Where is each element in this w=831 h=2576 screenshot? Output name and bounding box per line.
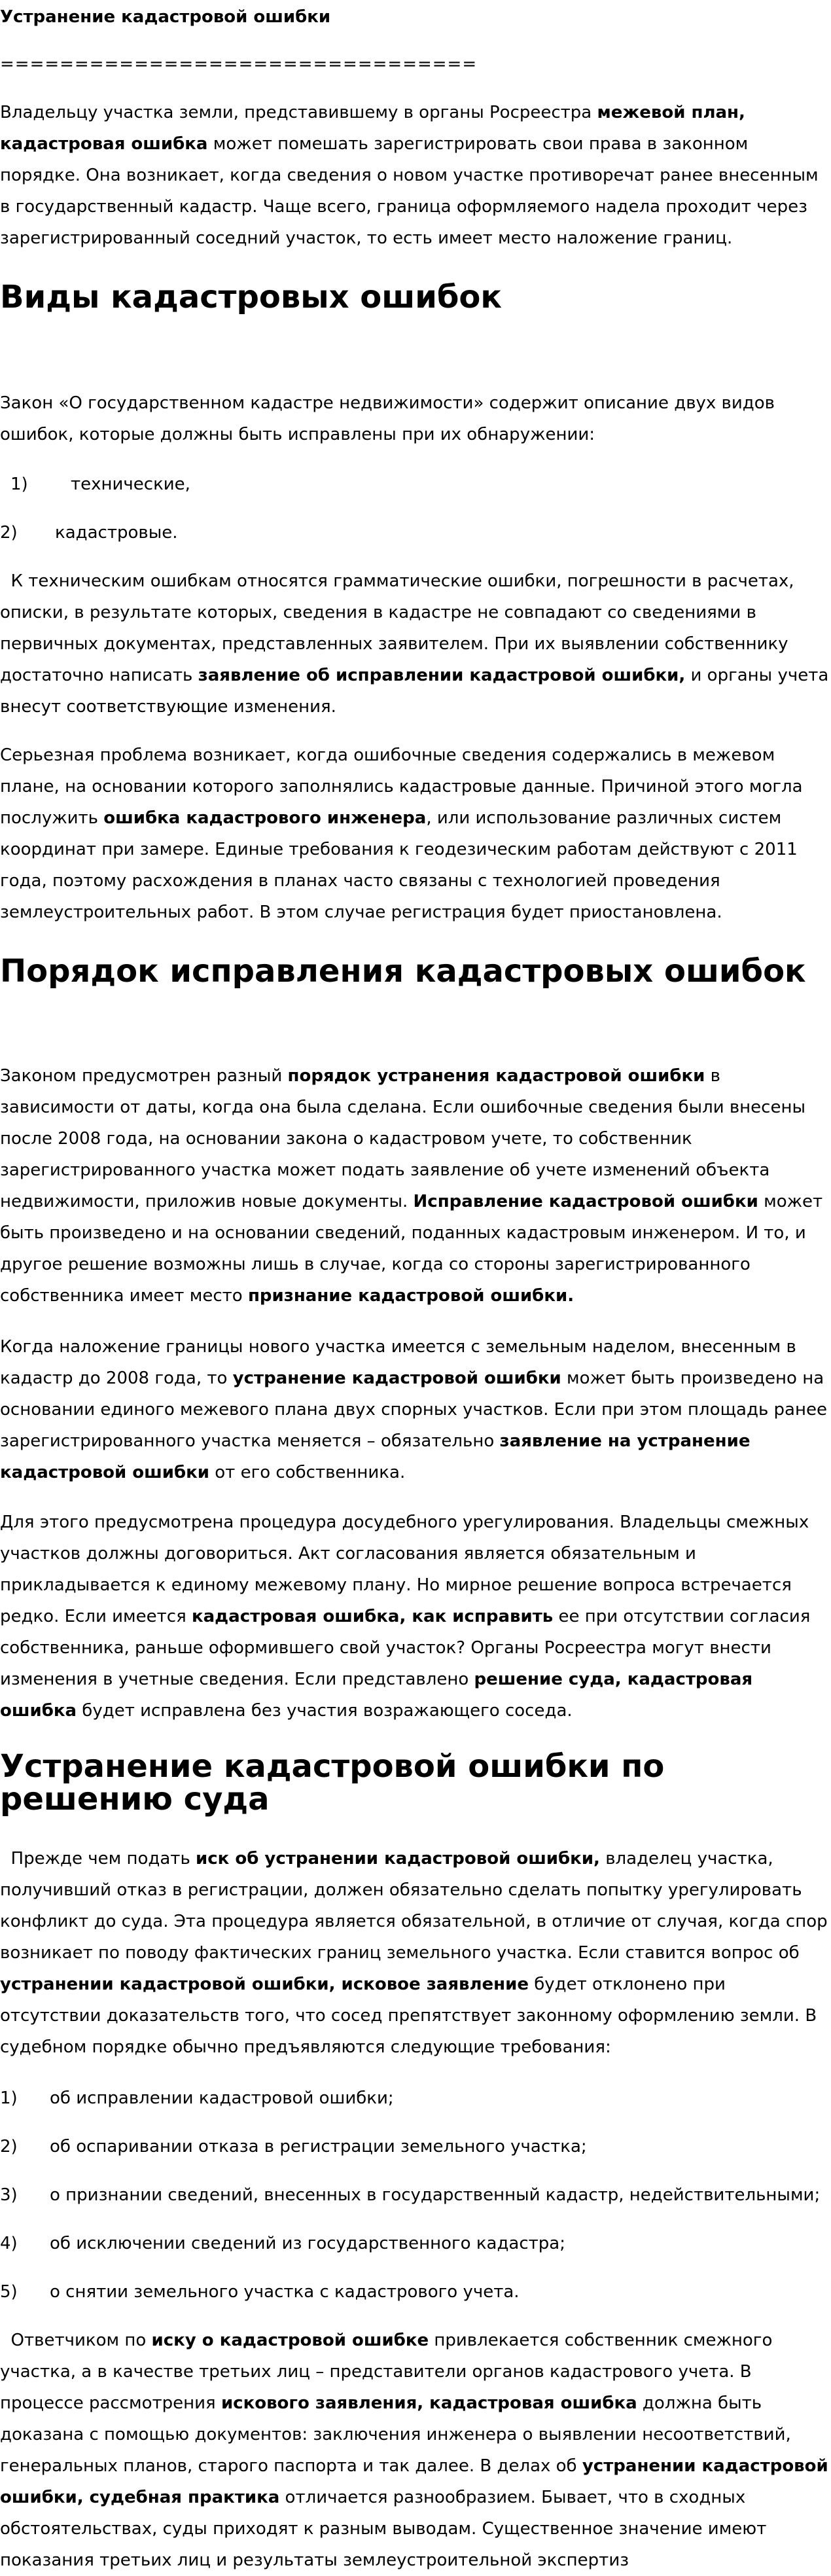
text-line: собственника имеет место признание кадастровой ошибки.	[0, 1286, 575, 1306]
text-line: Для этого предусмотрена процедура досудебного урегулирования. Владельцы смежных	[0, 1512, 809, 1532]
text-line: недвижимости, приложив новые документы. Исправление кадастровой ошибки может	[0, 1192, 823, 1211]
text-line: зарегистрированного участка может подать заявление об учете изменений объекта	[0, 1160, 770, 1180]
text-line: землеустроительных работ. В этом случае регистрация будет приостановлена.	[0, 903, 722, 922]
text-line: прикладывается к единому межевому плану. Но мирное решение вопроса встречается	[0, 1575, 792, 1595]
paragraph	[0, 387, 831, 450]
text-line: быть произведено и на основании сведений, поданных кадастровым инженером. И то, и	[0, 1223, 806, 1243]
list-item: 1) технические,	[10, 474, 190, 494]
section-heading: Порядок исправления кадастровых ошибок	[0, 953, 806, 990]
text-line: судебном порядке обычно предъявляются следующие требования:	[0, 2037, 611, 2057]
text-line: К техническим ошибкам относятся грамматические ошибки, погрешности в расчетах,	[0, 571, 794, 591]
text-line: доказана с помощью документов: заключения инженера о выявлении несоответствий,	[0, 2425, 791, 2444]
text-line: порядке. Она возникает, когда сведения о новом участке противоречат ранее внесенным	[0, 166, 819, 185]
text-line: координат при замере. Единые требования к геодезическим работам действуют с 2011	[0, 840, 798, 859]
text-line: зависимости от даты, когда она была сделана. Если ошибочные сведения были внесены	[0, 1098, 805, 1117]
list-item: 1) об исправлении кадастровой ошибки;	[0, 2088, 394, 2108]
text-line: Серьезная проблема возникает, когда ошибочные сведения содержались в межевом	[0, 745, 775, 765]
list-item: 4) об исключении сведений из государственного кадастра;	[0, 2234, 565, 2253]
text-line: устранении кадастровой ошибки, исковое заявление будет отклонено при	[0, 1975, 726, 1994]
text-line: внесут соответствующие изменения.	[0, 697, 336, 717]
text-line: основании единого межевого плана двух спорных участков. Если при этом площадь ранее	[0, 1400, 827, 1420]
text-line: генеральных планов, старого паспорта и так далее. В делах об устранении кадастровой	[0, 2456, 828, 2476]
list-item: 2) кадастровые.	[0, 523, 178, 543]
text-line: показания третьих лиц и результаты землеустроительной экспертиз	[0, 2550, 629, 2570]
list-item: 5) о снятии земельного участка с кадастрового учета.	[0, 2282, 520, 2302]
text-line: в государственный кадастр. Чаще всего, граница оформляемого надела проходит через	[0, 197, 807, 217]
paragraph	[0, 1507, 831, 1726]
text-line: года, поэтому расхождения в планах часто связаны с технологией проведения	[0, 871, 720, 891]
text-line: получивший отказ в регистрации, должен обязательно сделать попытку урегулировать	[0, 1880, 802, 1900]
text-line: редко. Если имеется кадастровая ошибка, как исправить ее при отсутствии согласия	[0, 1607, 811, 1626]
list-item: 2) об оспаривании отказа в регистрации земельного участка;	[0, 2137, 587, 2156]
text-line: Законом предусмотрен разный порядок устранения кадастровой ошибки в	[0, 1066, 720, 1086]
paragraph	[0, 565, 831, 723]
text-line: Закон «О государственном кадастре недвижимости» содержит описание двух видов	[0, 393, 775, 413]
text-line: зарегистрированного участка меняется – обязательно заявление на устранение	[0, 1431, 751, 1451]
list-item: 3) о признании сведений, внесенных в государственный кадастр, недействительными;	[0, 2185, 821, 2205]
text-line: послужить ошибка кадастрового инженера, или использование различных систем	[0, 808, 782, 828]
text-line: процессе рассмотрения искового заявления, кадастровая ошибка должна быть	[0, 2393, 762, 2413]
text-line: ошибок, которые должны быть исправлены при их обнаружении:	[0, 425, 595, 444]
text-line: после 2008 года, на основании закона о кадастровом учете, то собственник	[0, 1129, 692, 1149]
title-separator: ================================	[0, 54, 478, 74]
paragraph	[0, 740, 831, 928]
text-line: обстоятельствах, суды приходят к разным выводам. Существенное значение имеют	[0, 2519, 767, 2539]
text-line: первичных документах, представленных заявителем. При их выявлении собственнику	[0, 634, 788, 654]
paragraph	[0, 1331, 831, 1488]
text-line: Владельцу участка земли, представившему в органы Росреестра межевой план,	[0, 103, 745, 122]
text-line: собственника, раньше оформившего свой участок? Органы Росреестра могут внести	[0, 1638, 771, 1658]
text-line: отсутствии доказательств того, что сосед препятствует законному оформлению земли. В	[0, 2006, 817, 2026]
text-line: Ответчиком по иску о кадастровой ошибке привлекается собственник смежного	[0, 2331, 773, 2350]
text-line: конфликт до суда. Эта процедура является обязательной, в отличие от случая, когда спор	[0, 1912, 828, 1931]
section-heading: Устранение кадастровой ошибки по решению суда	[0, 1748, 665, 1817]
text-line: кадастр до 2008 года, то устранение кадастровой ошибки может быть произведено на	[0, 1368, 824, 1388]
text-line: кадастровая ошибка может помешать зарегистрировать свои права в законном	[0, 134, 749, 154]
paragraph	[0, 1843, 831, 2063]
paragraph	[0, 1060, 831, 1312]
text-line: описки, в результате которых, сведения в кадастре не совпадают со сведениями в	[0, 603, 756, 622]
section-heading: Виды кадастровых ошибок	[0, 279, 502, 315]
text-line: изменения в учетные сведения. Если представлено решение суда, кадастровая	[0, 1670, 753, 1689]
text-line: другое решение возможны лишь в случае, когда со стороны зарегистрированного	[0, 1255, 751, 1274]
text-line: ошибка будет исправлена без участия возражающего соседа.	[0, 1701, 573, 1721]
text-line: ошибки, судебная практика отличается разнообразием. Бывает, что в сходных	[0, 2488, 746, 2507]
text-line: кадастровой ошибки от его собственника.	[0, 1463, 406, 1482]
text-line: возникает по поводу фактических границ земельного участка. Если ставится вопрос об	[0, 1943, 800, 1963]
paragraph	[0, 2325, 831, 2576]
intro-paragraph	[0, 97, 831, 254]
text-line: зарегистрированный соседний участок, то есть имеет место наложение границ.	[0, 228, 733, 248]
text-line: достаточно написать заявление об исправлении кадастровой ошибки, и органы учета	[0, 666, 829, 685]
text-line: Когда наложение границы нового участка имеется с земельным наделом, внесенным в	[0, 1337, 796, 1357]
document-title: Устранение кадастровой ошибки	[0, 7, 331, 27]
text-line: участка, а в качестве третьих лиц – представители органов кадастрового учета. В	[0, 2362, 752, 2382]
text-line: участков должны договориться. Акт согласования является обязательным и	[0, 1544, 696, 1564]
text-line: плане, на основании которого заполнялись кадастровые данные. Причиной этого могла	[0, 777, 803, 796]
text-line: Прежде чем подать иск об устранении кадастровой ошибки, владелец участка,	[0, 1849, 773, 1869]
